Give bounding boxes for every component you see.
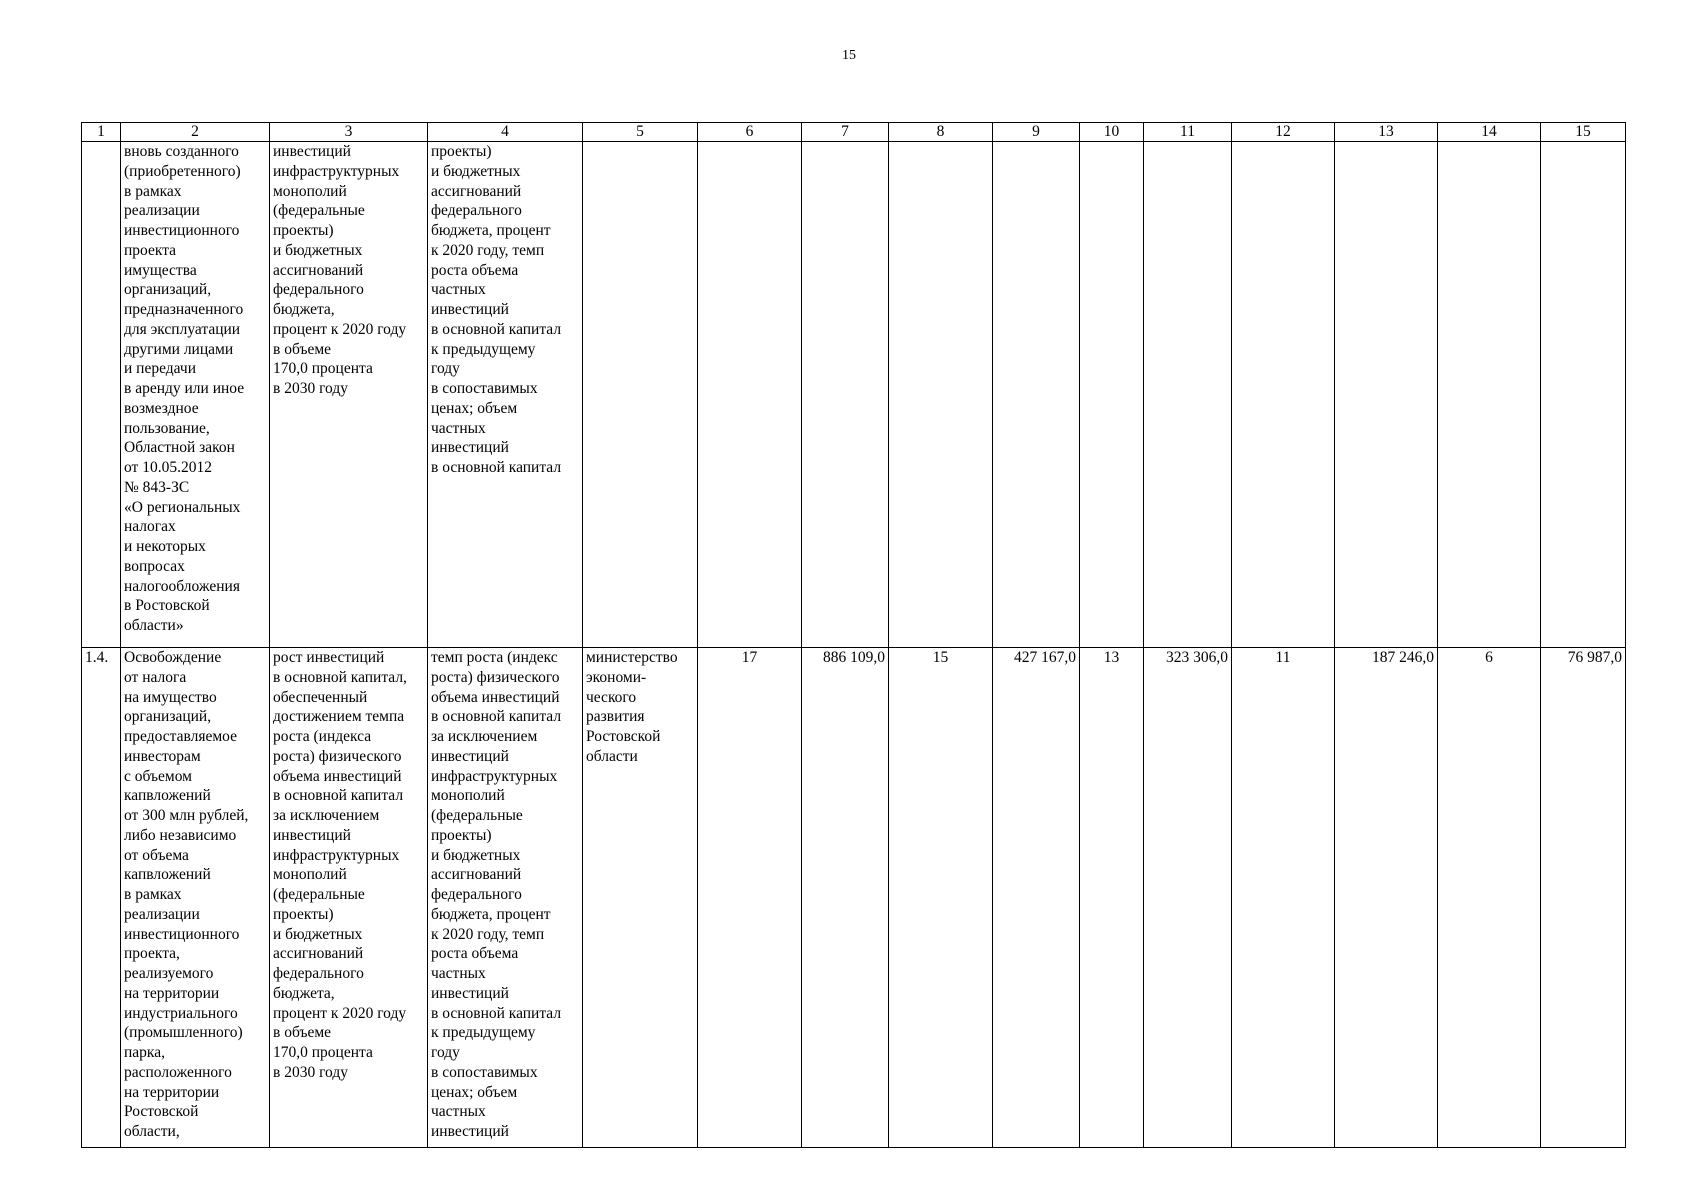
value-cell: [1080, 142, 1144, 648]
table-row: [82, 142, 1626, 648]
value-cell: [698, 142, 802, 648]
goal-cell: рост инвестиций в основной капитал, обеспеченный достижением темпа роста (индекса роста) физического объема инвестиций в основной капитал за исключением инвестиций инфраструктурных монополий (федеральные проекты) и бюджетных ассигнований федерального бюджета, процент к 2020 году в объеме 170,0 процента в 2030 году: [270, 648, 428, 1148]
value-cell: 11: [1232, 648, 1335, 1148]
value-cell: 187 246,0: [1335, 648, 1438, 1148]
column-header: 5: [583, 123, 698, 142]
indicator-cell: проекты) и бюджетных ассигнований федерального бюджета, процент к 2020 году, темп роста объема частных инвестиций в основной капитал к предыдущему году в сопоставимых ценах; объем частных инвестиций в основной капитал: [428, 142, 583, 648]
value-cell: 17: [698, 648, 802, 1148]
value-cell: [1335, 142, 1438, 648]
column-header: 1: [82, 123, 121, 142]
value-cell: 76 987,0: [1541, 648, 1626, 1148]
goal-cell: инвестиций инфраструктурных монополий (федеральные проекты) и бюджетных ассигнований федерального бюджета, процент к 2020 году в объеме 170,0 процента в 2030 году: [270, 142, 428, 648]
value-cell: [889, 142, 993, 648]
row-number-cell: [82, 142, 121, 648]
value-cell: 13: [1080, 648, 1144, 1148]
value-cell: 886 109,0: [802, 648, 889, 1148]
column-header: 11: [1144, 123, 1232, 142]
column-header: 13: [1335, 123, 1438, 142]
column-header: 15: [1541, 123, 1626, 142]
page-number: 15: [842, 48, 856, 63]
value-cell: [1541, 142, 1626, 648]
value-cell: 15: [889, 648, 993, 1148]
value-cell: [1144, 142, 1232, 648]
row-number-cell: 1.4.: [82, 648, 121, 1148]
column-header: 3: [270, 123, 428, 142]
column-header: 10: [1080, 123, 1144, 142]
column-header: 4: [428, 123, 583, 142]
column-header: 9: [993, 123, 1080, 142]
value-cell: [802, 142, 889, 648]
column-number-row: [82, 123, 1626, 142]
value-cell: [993, 142, 1080, 648]
column-header: 2: [121, 123, 270, 142]
value-cell: 427 167,0: [993, 648, 1080, 1148]
column-header: 6: [698, 123, 802, 142]
curator-cell: министерство экономи- ческого развития Ростовской области: [583, 648, 698, 1148]
benefit-name-cell: вновь созданного (приобретенного) в рамках реализации инвестиционного проекта имущества организаций, предназначенного для эксплуатации другими лицами и передачи в аренду или иное возмездное пользование, Областной закон от 10.05.2012 № 843-ЗС «О региональных налогах и некоторых вопросах налогообложения в Ростовской области»: [121, 142, 270, 648]
value-cell: 6: [1438, 648, 1541, 1148]
column-header: 8: [889, 123, 993, 142]
document-table: [81, 122, 1626, 1148]
curator-cell: [583, 142, 698, 648]
column-header: 12: [1232, 123, 1335, 142]
value-cell: 323 306,0: [1144, 648, 1232, 1148]
value-cell: [1232, 142, 1335, 648]
table-row: [82, 648, 1626, 1148]
benefit-name-cell: Освобождение от налога на имущество организаций, предоставляемое инвесторам с объемом капвложений от 300 млн рублей, либо независимо от объема капвложений в рамках реализации инвестиционного проекта, реализуемого на территории индустриального (промышленного) парка, расположенного на территории Ростовской области,: [121, 648, 270, 1148]
indicator-cell: темп роста (индекс роста) физического объема инвестиций в основной капитал за исключением инвестиций инфраструктурных монополий (федеральные проекты) и бюджетных ассигнований федерального бюджета, процент к 2020 году, темп роста объема частных инвестиций в основной капитал к предыдущему году в сопоставимых ценах; объем частных инвестиций: [428, 648, 583, 1148]
value-cell: [1438, 142, 1541, 648]
column-header: 14: [1438, 123, 1541, 142]
column-header: 7: [802, 123, 889, 142]
